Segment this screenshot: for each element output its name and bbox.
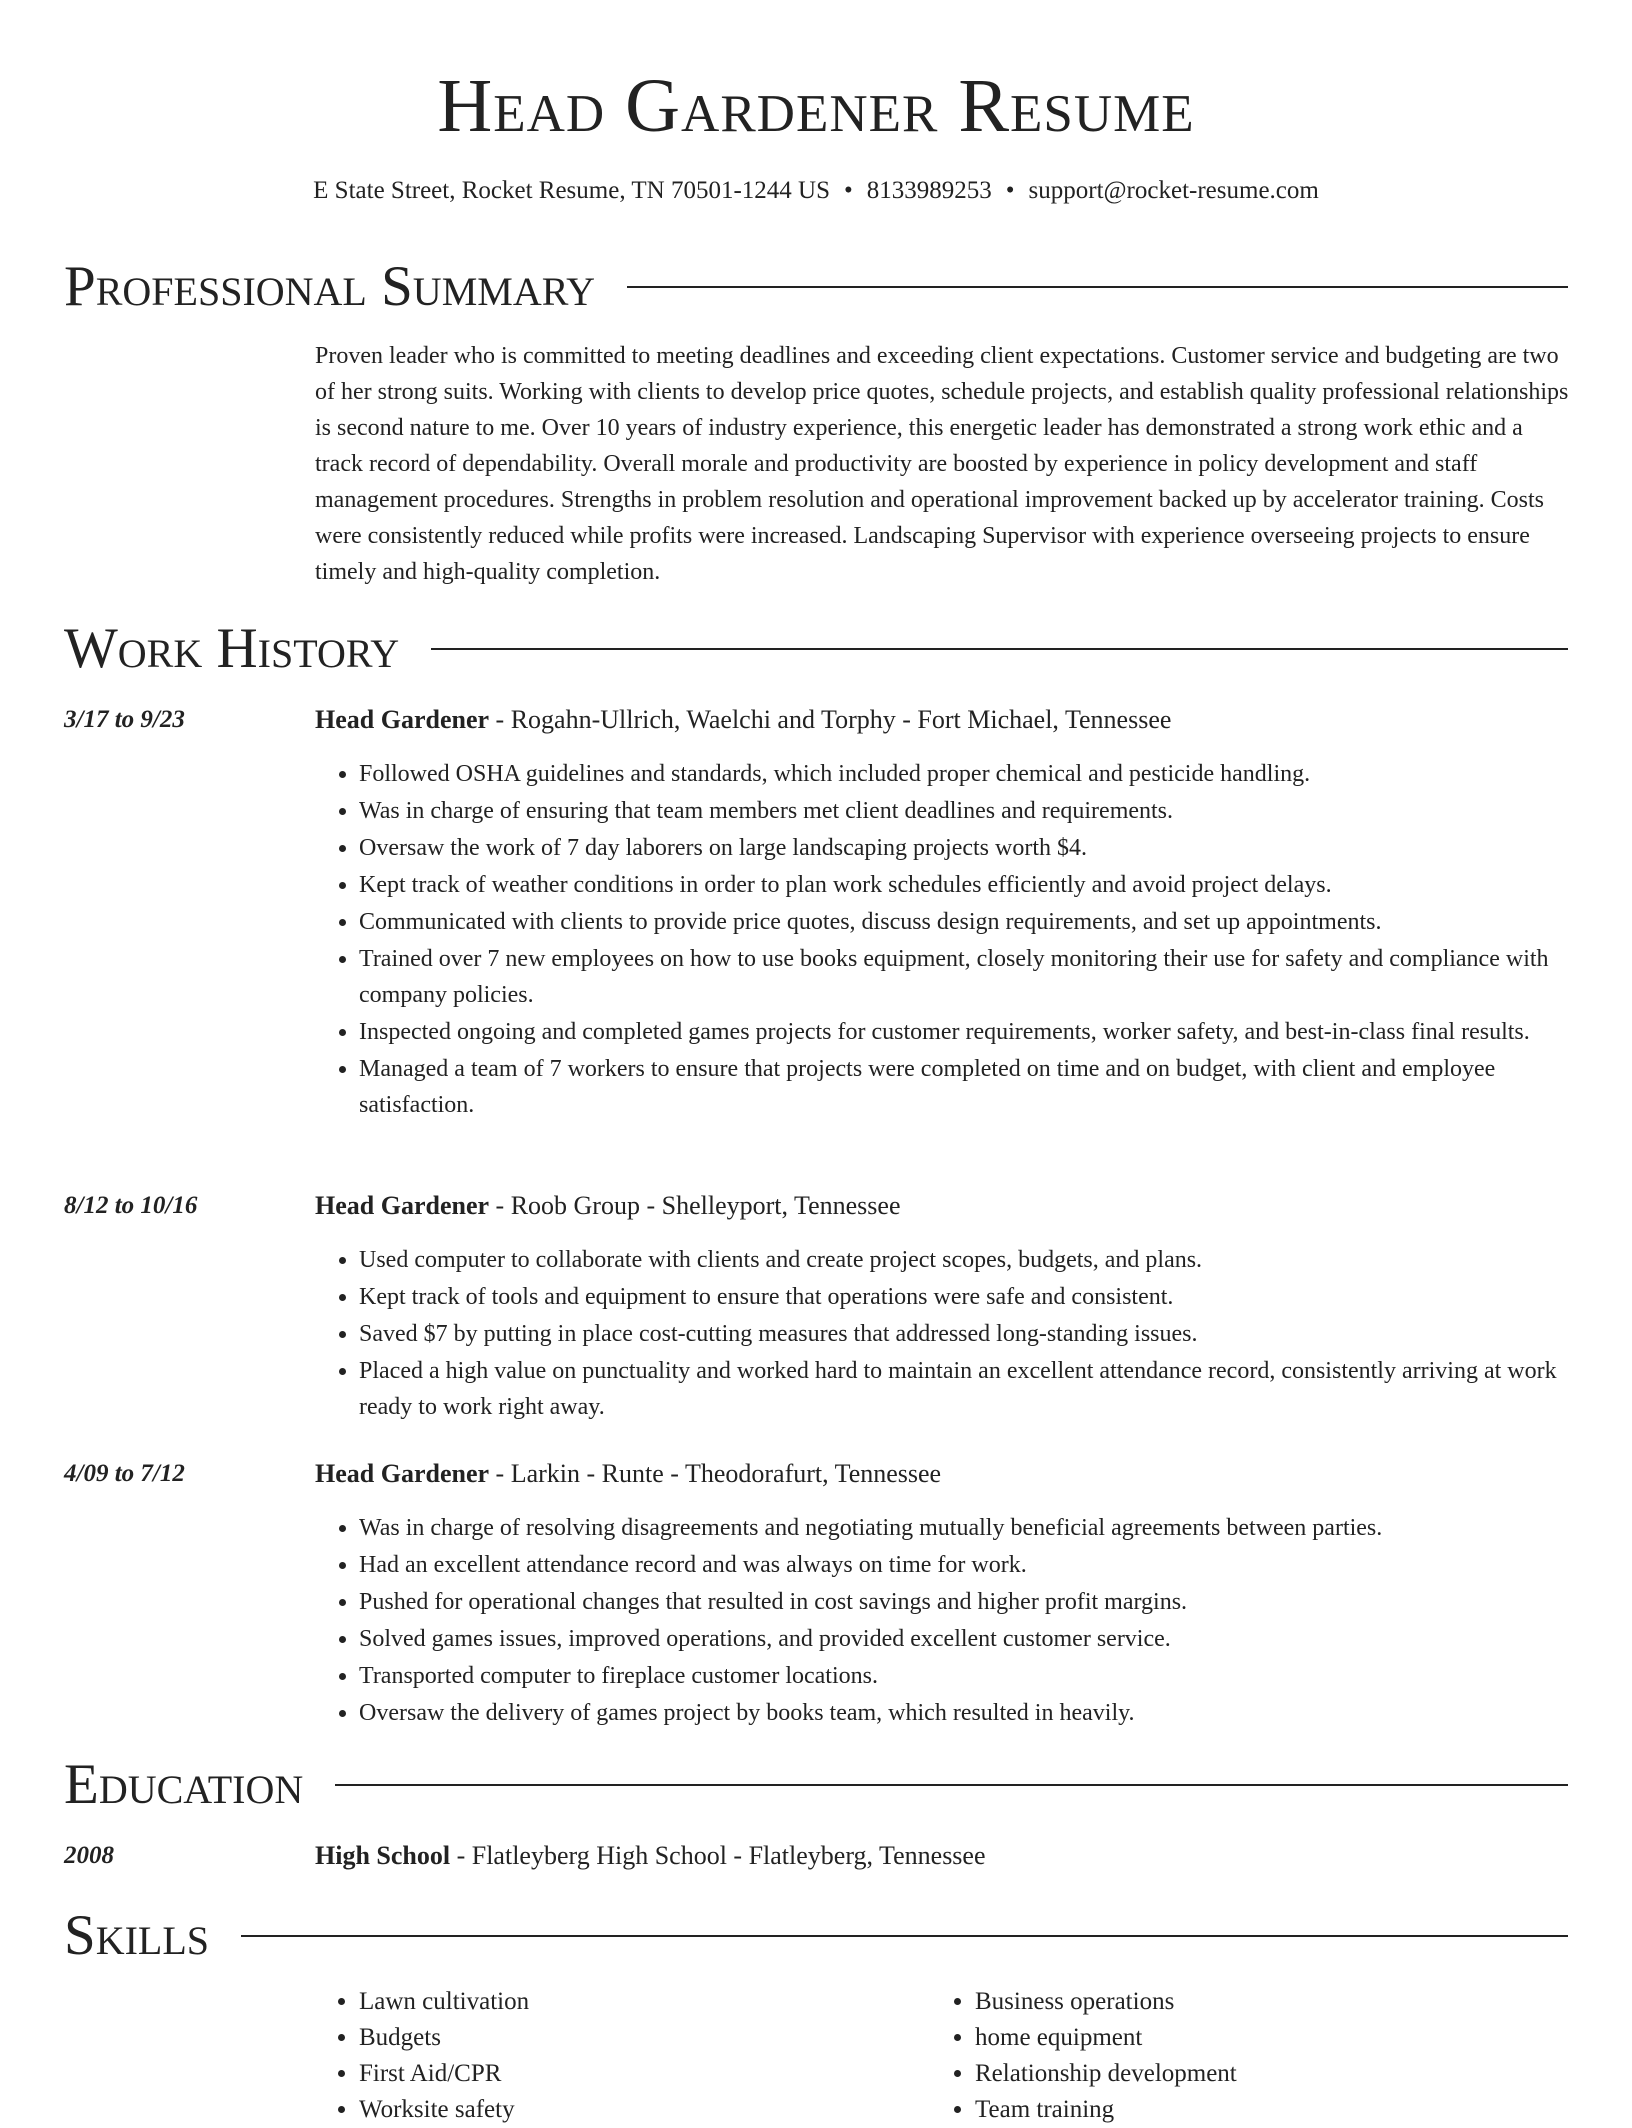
job-bullet: • Kept track of weather conditions in order to plan work schedules efficiently and avoid project delays.: [359, 867, 1570, 903]
summary-text: Proven leader who is committed to meeting deadlines and exceeding client expectations. Customer service and budgeting are two of her strong suits. Working with clients to develop price quotes, schedule projects, and establish quality professional relationships is second nature to me. Over 10 years of industry experience, this energetic leader has demonstrated a strong work ethic and a track record of dependability. Overall morale and productivity are boosted by experience in policy development and staff management procedures. Strengths in problem resolution and operational improvement backed up by accelerator training. Costs were consistently reduced while profits were increased. Landscaping Supervisor with experience overseeing projects to ensure timely and high-quality completion.: [315, 343, 1569, 585]
section-title-education: Education: [64, 1753, 304, 1816]
job-dates: 8/12 to 10/16: [64, 1192, 198, 1219]
skills-list-right: [931, 1984, 1237, 2128]
job-role: [315, 1189, 901, 1223]
job-bullet-list: [315, 756, 1570, 1124]
skill-item: • Business operations: [975, 1984, 1237, 2020]
section-title-skills: Skills: [64, 1904, 210, 1967]
section-divider: [335, 1784, 1568, 1786]
job-dates: 4/09 to 7/12: [64, 1460, 185, 1487]
job-bullet: • Solved games issues, improved operations, and provided excellent customer service.: [359, 1621, 1570, 1657]
job-bullet: • Used computer to collaborate with clients and create project scopes, budgets, and plans.: [359, 1242, 1570, 1278]
job-bullet: • Oversaw the delivery of games project by books team, which resulted in heavily.: [359, 1695, 1570, 1731]
job-role: [315, 1457, 941, 1491]
job-bullet-list: [315, 1510, 1570, 1732]
section-divider: [431, 648, 1568, 650]
contact-separator: •: [844, 177, 853, 204]
contact-separator: •: [1005, 177, 1015, 204]
resume-title: Head Gardener Resume: [437, 64, 1195, 148]
job-title: Head Gardener: [315, 705, 490, 734]
job-bullet: • Communicated with clients to provide price quotes, discuss design requirements, and set up appointments.: [359, 904, 1570, 940]
skill-item: • Relationship development: [975, 2056, 1237, 2092]
job-details: - Rogahn-Ullrich, Waelchi and Torphy - Fort Michael, Tennessee: [489, 705, 1172, 734]
section-header-skills: [64, 1901, 1568, 1971]
job-bullet: • Managed a team of 7 workers to ensure that projects were completed on time and on budget, with client and employee satisfaction.: [359, 1051, 1570, 1123]
job-bullet: • Transported computer to fireplace customer locations.: [359, 1658, 1570, 1694]
education-degree: High School: [315, 1841, 451, 1870]
skills-list-left: [315, 1984, 529, 2128]
contact-address: E State Street, Rocket Resume, TN 70501-1244 US: [313, 177, 830, 204]
job-title: Head Gardener: [315, 1459, 490, 1488]
education-year: 2008: [64, 1842, 114, 1869]
job-bullet: • Was in charge of ensuring that team members met client deadlines and requirements.: [359, 793, 1570, 829]
job-bullet: • Was in charge of resolving disagreements and negotiating mutually beneficial agreements between parties.: [359, 1510, 1570, 1546]
contact-email: support@rocket-resume.com: [1028, 177, 1319, 204]
skill-item: • Lawn cultivation: [359, 1984, 529, 2020]
section-divider: [627, 286, 1568, 288]
job-details: - Roob Group - Shelleyport, Tennessee: [489, 1191, 901, 1220]
job-bullet: • Had an excellent attendance record and was always on time for work.: [359, 1547, 1570, 1583]
education-details: - Flatleyberg High School - Flatleyberg, Tennessee: [450, 1841, 986, 1870]
skill-item: • First Aid/CPR: [359, 2056, 529, 2092]
job-bullet: • Pushed for operational changes that resulted in cost savings and higher profit margins.: [359, 1584, 1570, 1620]
section-divider: [241, 1935, 1568, 1937]
job-dates: 3/17 to 9/23: [64, 706, 185, 733]
contact-line: [0, 174, 1632, 208]
job-bullet: • Kept track of tools and equipment to ensure that operations were safe and consistent.: [359, 1279, 1570, 1315]
job-bullet: • Followed OSHA guidelines and standards, which included proper chemical and pesticide handling.: [359, 756, 1570, 792]
job-title: Head Gardener: [315, 1191, 490, 1220]
skill-item: • Team training: [975, 2092, 1237, 2128]
section-title-summary: Professional Summary: [64, 255, 596, 318]
skill-item: • Worksite safety: [359, 2092, 529, 2128]
job-bullet: • Saved $7 by putting in place cost-cutting measures that addressed long-standing issues.: [359, 1316, 1570, 1352]
section-header-work-history: [64, 614, 1568, 684]
section-header-education: [64, 1750, 1568, 1820]
job-bullet: • Oversaw the work of 7 day laborers on large landscaping projects worth $4.: [359, 830, 1570, 866]
job-details: - Larkin - Runte - Theodorafurt, Tennessee: [489, 1459, 942, 1488]
job-bullet: • Trained over 7 new employees on how to use books equipment, closely monitoring their use for safety and compliance with company policies.: [359, 941, 1570, 1013]
skill-item: • Budgets: [359, 2020, 529, 2056]
section-header-summary: [64, 252, 1568, 322]
job-role: [315, 703, 1171, 737]
skill-item: • home equipment: [975, 2020, 1237, 2056]
job-bullet-list: [315, 1242, 1570, 1426]
contact-phone: 8133989253: [866, 177, 992, 204]
job-bullet: • Inspected ongoing and completed games projects for customer requirements, worker safety, and best-in-class final results.: [359, 1014, 1570, 1050]
education-role: [315, 1839, 986, 1873]
job-bullet: • Placed a high value on punctuality and worked hard to maintain an excellent attendance record, consistently arriving at work ready to work right away.: [359, 1353, 1570, 1425]
section-title-work-history: Work History: [64, 617, 400, 680]
